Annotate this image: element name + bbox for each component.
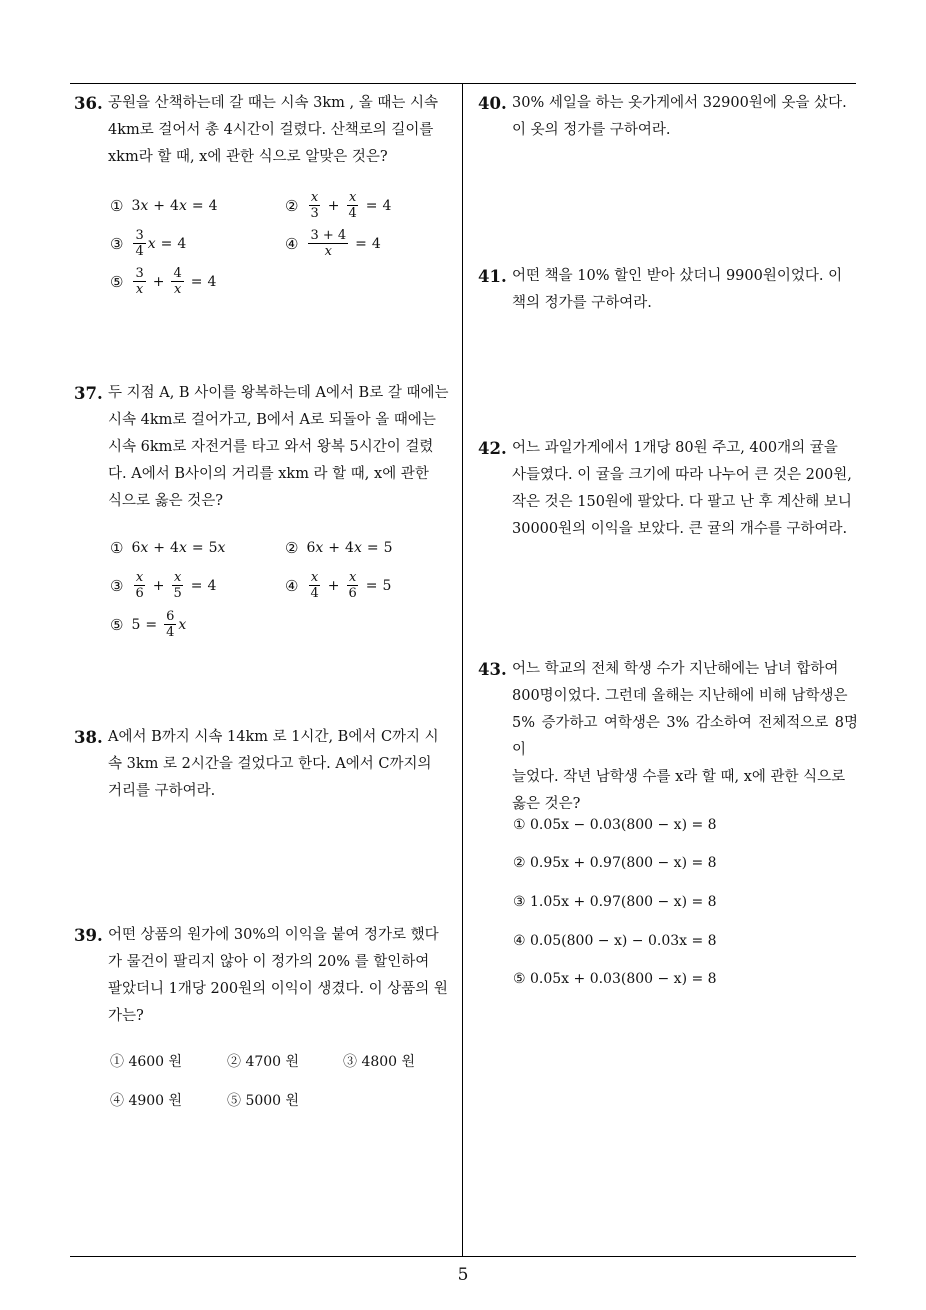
question-number: 38. xyxy=(74,728,103,747)
q36-option-2[interactable]: ② $\frac{x}{3}$ + $\frac{x}{4}$ = 4 xyxy=(285,190,392,221)
question-38 xyxy=(74,724,456,805)
question-text: 두 지점 A, B 사이를 왕복하는데 A에서 B로 갈 때에는 시속 4km로 걸어가고, B에서 A로 되돌아 올 때에는 시속 6km로 자전거를 타고 와서 왕복 5시간이 걸렸 다. A에서 B사이의 거리를 xkm 라 할 때, x에 관한 식으로 옳은 것은? xyxy=(108,385,449,509)
q37-option-2[interactable]: ② 6x + 4x = 5 xyxy=(285,539,393,557)
top-rule xyxy=(70,83,856,84)
question-text: 공원을 산책하는데 갈 때는 시속 3km , 올 때는 시속 4km로 걸어서 총 4시간이 걸렸다. 산책로의 길이를 xkm라 할 때, x에 관한 식으로 알맞은 것은? xyxy=(108,95,438,165)
q39-option-1[interactable]: ① 4600 원 xyxy=(110,1054,183,1070)
question-number: 43. xyxy=(478,660,507,679)
q43-option-3[interactable]: ③ 1.05x + 0.97(800 − x) = 8 xyxy=(513,894,717,910)
q36-option-3[interactable]: ③ $\frac{3}{4}$ x = 4 xyxy=(110,228,187,259)
question-40 xyxy=(478,90,858,144)
bottom-rule xyxy=(70,1256,856,1257)
q36-option-5[interactable]: ⑤ $\frac{3}{x}$ + $\frac{4}{x}$ = 4 xyxy=(110,266,217,297)
question-text: 어느 학교의 전체 학생 수가 지난해에는 남녀 합하여 800명이었다. 그런데 올해는 지난해에 비해 남학생은 5% 증가하고 여학생은 3% 감소하여 전체적으로 8명이 늘었다. 작년 남학생 수를 x라 할 때, x에 관한 식으로 옳은 것은? xyxy=(512,661,858,812)
q39-option-3[interactable]: ③ 4800 원 xyxy=(343,1054,416,1070)
page-number: 5 xyxy=(457,1265,469,1285)
question-number: 37. xyxy=(74,384,103,403)
question-37 xyxy=(74,380,456,515)
q43-option-5[interactable]: ⑤ 0.05x + 0.03(800 − x) = 8 xyxy=(513,971,717,987)
column-divider xyxy=(462,83,463,1256)
q39-option-2[interactable]: ② 4700 원 xyxy=(227,1054,300,1070)
q43-option-2[interactable]: ② 0.95x + 0.97(800 − x) = 8 xyxy=(513,855,717,871)
question-number: 40. xyxy=(478,94,507,113)
q36-option-4[interactable]: ④ $\frac{3 + 4}{x}$ = 4 xyxy=(285,228,381,259)
question-text: 어떤 상품의 원가에 30%의 이익을 붙여 정가로 했다 가 물건이 팔리지 않아 이 정가의 20% 를 할인하여 팔았더니 1개당 200원의 이익이 생겼다. 이 상품의 원 가는? xyxy=(108,927,448,1024)
q37-option-5[interactable]: ⑤ 5 = $\frac{6}{4}$ x xyxy=(110,609,187,640)
question-number: 39. xyxy=(74,926,103,945)
question-text: 30% 세일을 하는 옷가게에서 32900원에 옷을 샀다. 이 옷의 정가를 구하여라. xyxy=(512,95,847,138)
q37-option-1[interactable]: ① 6x + 4x = 5x xyxy=(110,539,226,557)
question-36 xyxy=(74,90,456,171)
question-41 xyxy=(478,263,858,317)
question-number: 41. xyxy=(478,267,507,286)
question-text: 어떤 책을 10% 할인 받아 샀더니 9900원이었다. 이 책의 정가를 구하여라. xyxy=(512,268,843,311)
q43-option-1[interactable]: ① 0.05x − 0.03(800 − x) = 8 xyxy=(513,817,717,833)
question-number: 36. xyxy=(74,94,103,113)
q36-option-1[interactable]: ① 3x + 4x = 4 xyxy=(110,197,218,215)
question-39 xyxy=(74,922,456,1030)
q43-option-4[interactable]: ④ 0.05(800 − x) − 0.03x = 8 xyxy=(513,933,717,949)
q37-option-3[interactable]: ③ $\frac{x}{6}$ + $\frac{x}{5}$ = 4 xyxy=(110,570,217,601)
q39-option-5[interactable]: ⑤ 5000 원 xyxy=(227,1093,300,1109)
question-43 xyxy=(478,656,858,818)
q37-option-4[interactable]: ④ $\frac{x}{4}$ + $\frac{x}{6}$ = 5 xyxy=(285,570,392,601)
question-text: A에서 B까지 시속 14km 로 1시간, B에서 C까지 시 속 3km 로 2시간을 걸었다고 한다. A에서 C까지의 거리를 구하여라. xyxy=(108,729,439,799)
question-text: 어느 과일가게에서 1개당 80원 주고, 400개의 귤을 사들였다. 이 귤을 크기에 따라 나누어 큰 것은 200원, 작은 것은 150원에 팔았다. 다 팔고 난 후 계산해 보니 30000원의 이익을 보았다. 큰 귤의 개수를 구하여라. xyxy=(512,440,852,537)
q39-option-4[interactable]: ④ 4900 원 xyxy=(110,1093,183,1109)
question-number: 42. xyxy=(478,439,507,458)
question-42 xyxy=(478,435,858,543)
